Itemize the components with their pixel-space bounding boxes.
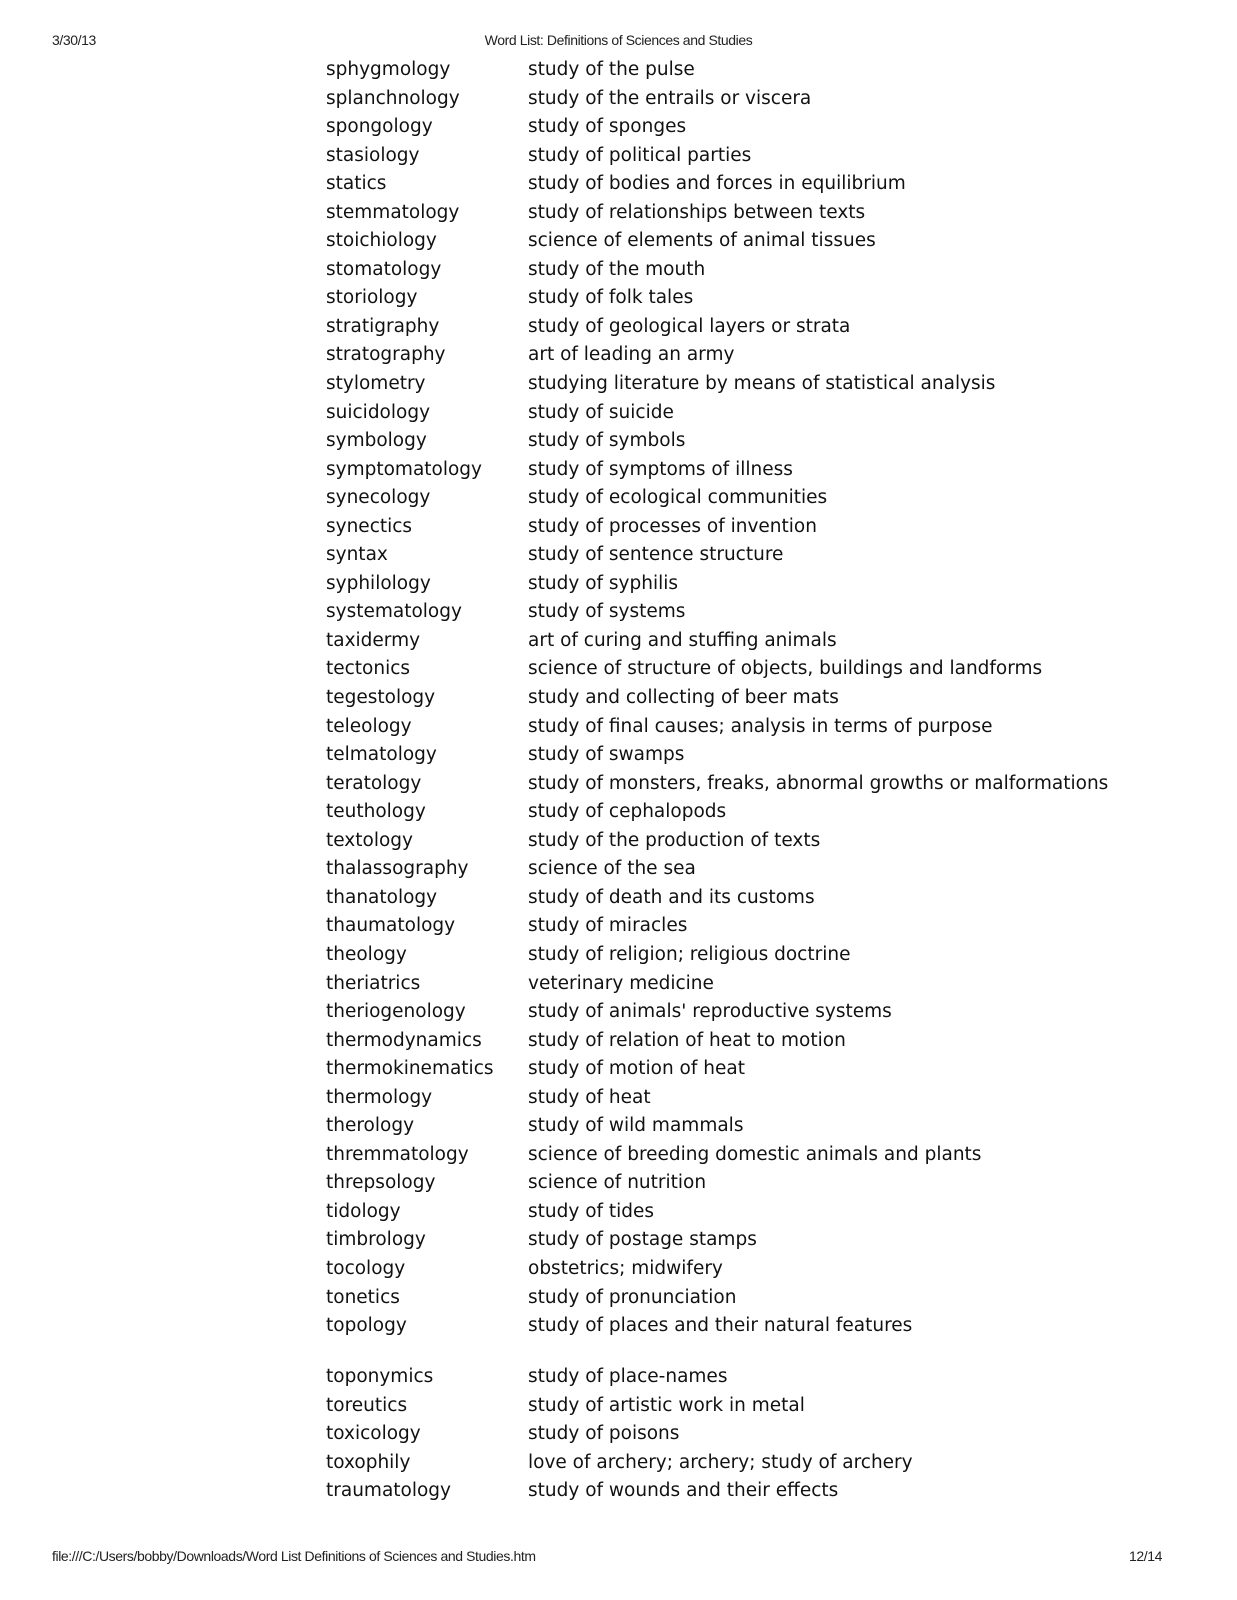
definition: study of monsters, freaks, abnormal growths or malformations: [528, 772, 1109, 794]
definition: study of political parties: [528, 144, 752, 166]
definition: study of miracles: [528, 915, 688, 937]
term: tidology: [326, 1200, 401, 1222]
definition: study of symptoms of illness: [528, 458, 793, 480]
definition: study of suicide: [528, 401, 674, 423]
definition: study of the pulse: [528, 59, 695, 80]
term: threpsology: [326, 1172, 436, 1194]
definition: study of the entrails or viscera: [528, 87, 812, 109]
definition: study of the production of texts: [528, 829, 821, 851]
term: stemmatology: [326, 201, 460, 223]
term: toponymics: [326, 1366, 434, 1387]
definition: veterinary medicine: [528, 972, 714, 994]
term: teuthology: [326, 801, 426, 823]
term: stoichiology: [326, 230, 437, 252]
term: textology: [326, 829, 413, 851]
term: tectonics: [326, 658, 411, 680]
term: thermology: [326, 1086, 433, 1108]
definition: study of cephalopods: [528, 801, 727, 823]
definition: study of symbols: [528, 430, 686, 452]
definition: study of processes of invention: [528, 515, 817, 537]
term: taxidermy: [326, 629, 421, 651]
term: telmatology: [326, 744, 437, 766]
term: tocology: [326, 1257, 406, 1279]
definition: science of structure of objects, buildings and landforms: [528, 658, 1043, 680]
term: thermokinematics: [326, 1058, 494, 1080]
definition: study of sentence structure: [528, 544, 784, 566]
term: tegestology: [326, 687, 436, 709]
definition: art of leading an army: [528, 344, 735, 366]
term: topology: [326, 1315, 407, 1337]
definition: study of death and its customs: [528, 886, 815, 908]
definition: love of archery; archery; study of archery: [528, 1451, 913, 1473]
definition: study of artistic work in metal: [528, 1394, 805, 1416]
definition: study of ecological communities: [528, 487, 828, 509]
term: syphilology: [326, 572, 431, 594]
term: storiology: [326, 287, 418, 309]
definition: study and collecting of beer mats: [528, 687, 839, 709]
term: stratography: [326, 344, 446, 366]
definition: study of relation of heat to motion: [528, 1029, 846, 1051]
definition: study of animals' reproductive systems: [528, 1001, 892, 1023]
definition: study of the mouth: [528, 258, 706, 280]
term: symptomatology: [326, 458, 483, 480]
definition: study of religion; religious doctrine: [528, 943, 851, 965]
definition: study of folk tales: [528, 287, 694, 309]
definition: study of place-names: [528, 1366, 728, 1387]
definition: study of swamps: [528, 744, 685, 766]
term: thanatology: [326, 886, 438, 908]
definition: study of motion of heat: [528, 1058, 745, 1080]
term: theriogenology: [326, 1001, 466, 1023]
term: stomatology: [326, 258, 442, 280]
definition: study of places and their natural features: [528, 1315, 913, 1337]
definition: study of syphilis: [528, 572, 679, 594]
term: toxophily: [326, 1451, 411, 1473]
definition: studying literature by means of statistical analysis: [528, 373, 996, 395]
term: thaumatology: [326, 915, 456, 937]
term: sphygmology: [326, 59, 451, 80]
print-date: 3/30/13: [52, 32, 96, 48]
file-url: file:///C:/Users/bobby/Downloads/Word List Definitions of Sciences and Studies.htm: [52, 1548, 536, 1564]
term: spongology: [326, 116, 433, 138]
page-number: 12/14: [1128, 1548, 1162, 1564]
term: thremmatology: [326, 1143, 469, 1165]
definition: study of wounds and their effects: [528, 1480, 839, 1502]
definition: science of breeding domestic animals and plants: [528, 1143, 982, 1165]
definition: study of bodies and forces in equilibrium: [528, 173, 906, 195]
term: suicidology: [326, 401, 431, 423]
definition: study of heat: [528, 1086, 651, 1108]
term: splanchnology: [326, 87, 460, 109]
definition: study of systems: [528, 601, 686, 623]
term: teratology: [326, 772, 422, 794]
term: theriatrics: [326, 972, 421, 994]
term: thalassography: [326, 858, 469, 880]
definition: study of tides: [528, 1200, 655, 1222]
term: syntax: [326, 544, 388, 566]
definition: study of final causes; analysis in terms of purpose: [528, 715, 993, 737]
definition: science of nutrition: [528, 1172, 707, 1194]
definition: art of curing and stuffing animals: [528, 629, 837, 651]
term: teleology: [326, 715, 412, 737]
definition: study of pronunciation: [528, 1286, 737, 1308]
definition: obstetrics; midwifery: [528, 1257, 723, 1279]
term: statics: [326, 173, 387, 195]
term: timbrology: [326, 1229, 426, 1251]
definition: science of elements of animal tissues: [528, 230, 876, 252]
term: stratigraphy: [326, 315, 440, 337]
definition: study of relationships between texts: [528, 201, 866, 223]
term: systematology: [326, 601, 462, 623]
term: therology: [326, 1115, 415, 1137]
term: toxicology: [326, 1423, 421, 1445]
definition: study of wild mammals: [528, 1115, 744, 1137]
definition: study of sponges: [528, 116, 687, 138]
definition: study of poisons: [528, 1423, 680, 1445]
term: synecology: [326, 487, 431, 509]
term: theology: [326, 943, 407, 965]
term: stasiology: [326, 144, 420, 166]
definition: science of the sea: [528, 858, 696, 880]
term: toreutics: [326, 1394, 408, 1416]
term: stylometry: [326, 373, 426, 395]
term: synectics: [326, 515, 413, 537]
term: tonetics: [326, 1286, 400, 1308]
definition: study of geological layers or strata: [528, 315, 851, 337]
page-title: Word List: Definitions of Sciences and Studies: [484, 32, 753, 48]
term: thermodynamics: [326, 1029, 482, 1051]
term: symbology: [326, 430, 427, 452]
term: traumatology: [326, 1480, 452, 1502]
definition: study of postage stamps: [528, 1229, 757, 1251]
